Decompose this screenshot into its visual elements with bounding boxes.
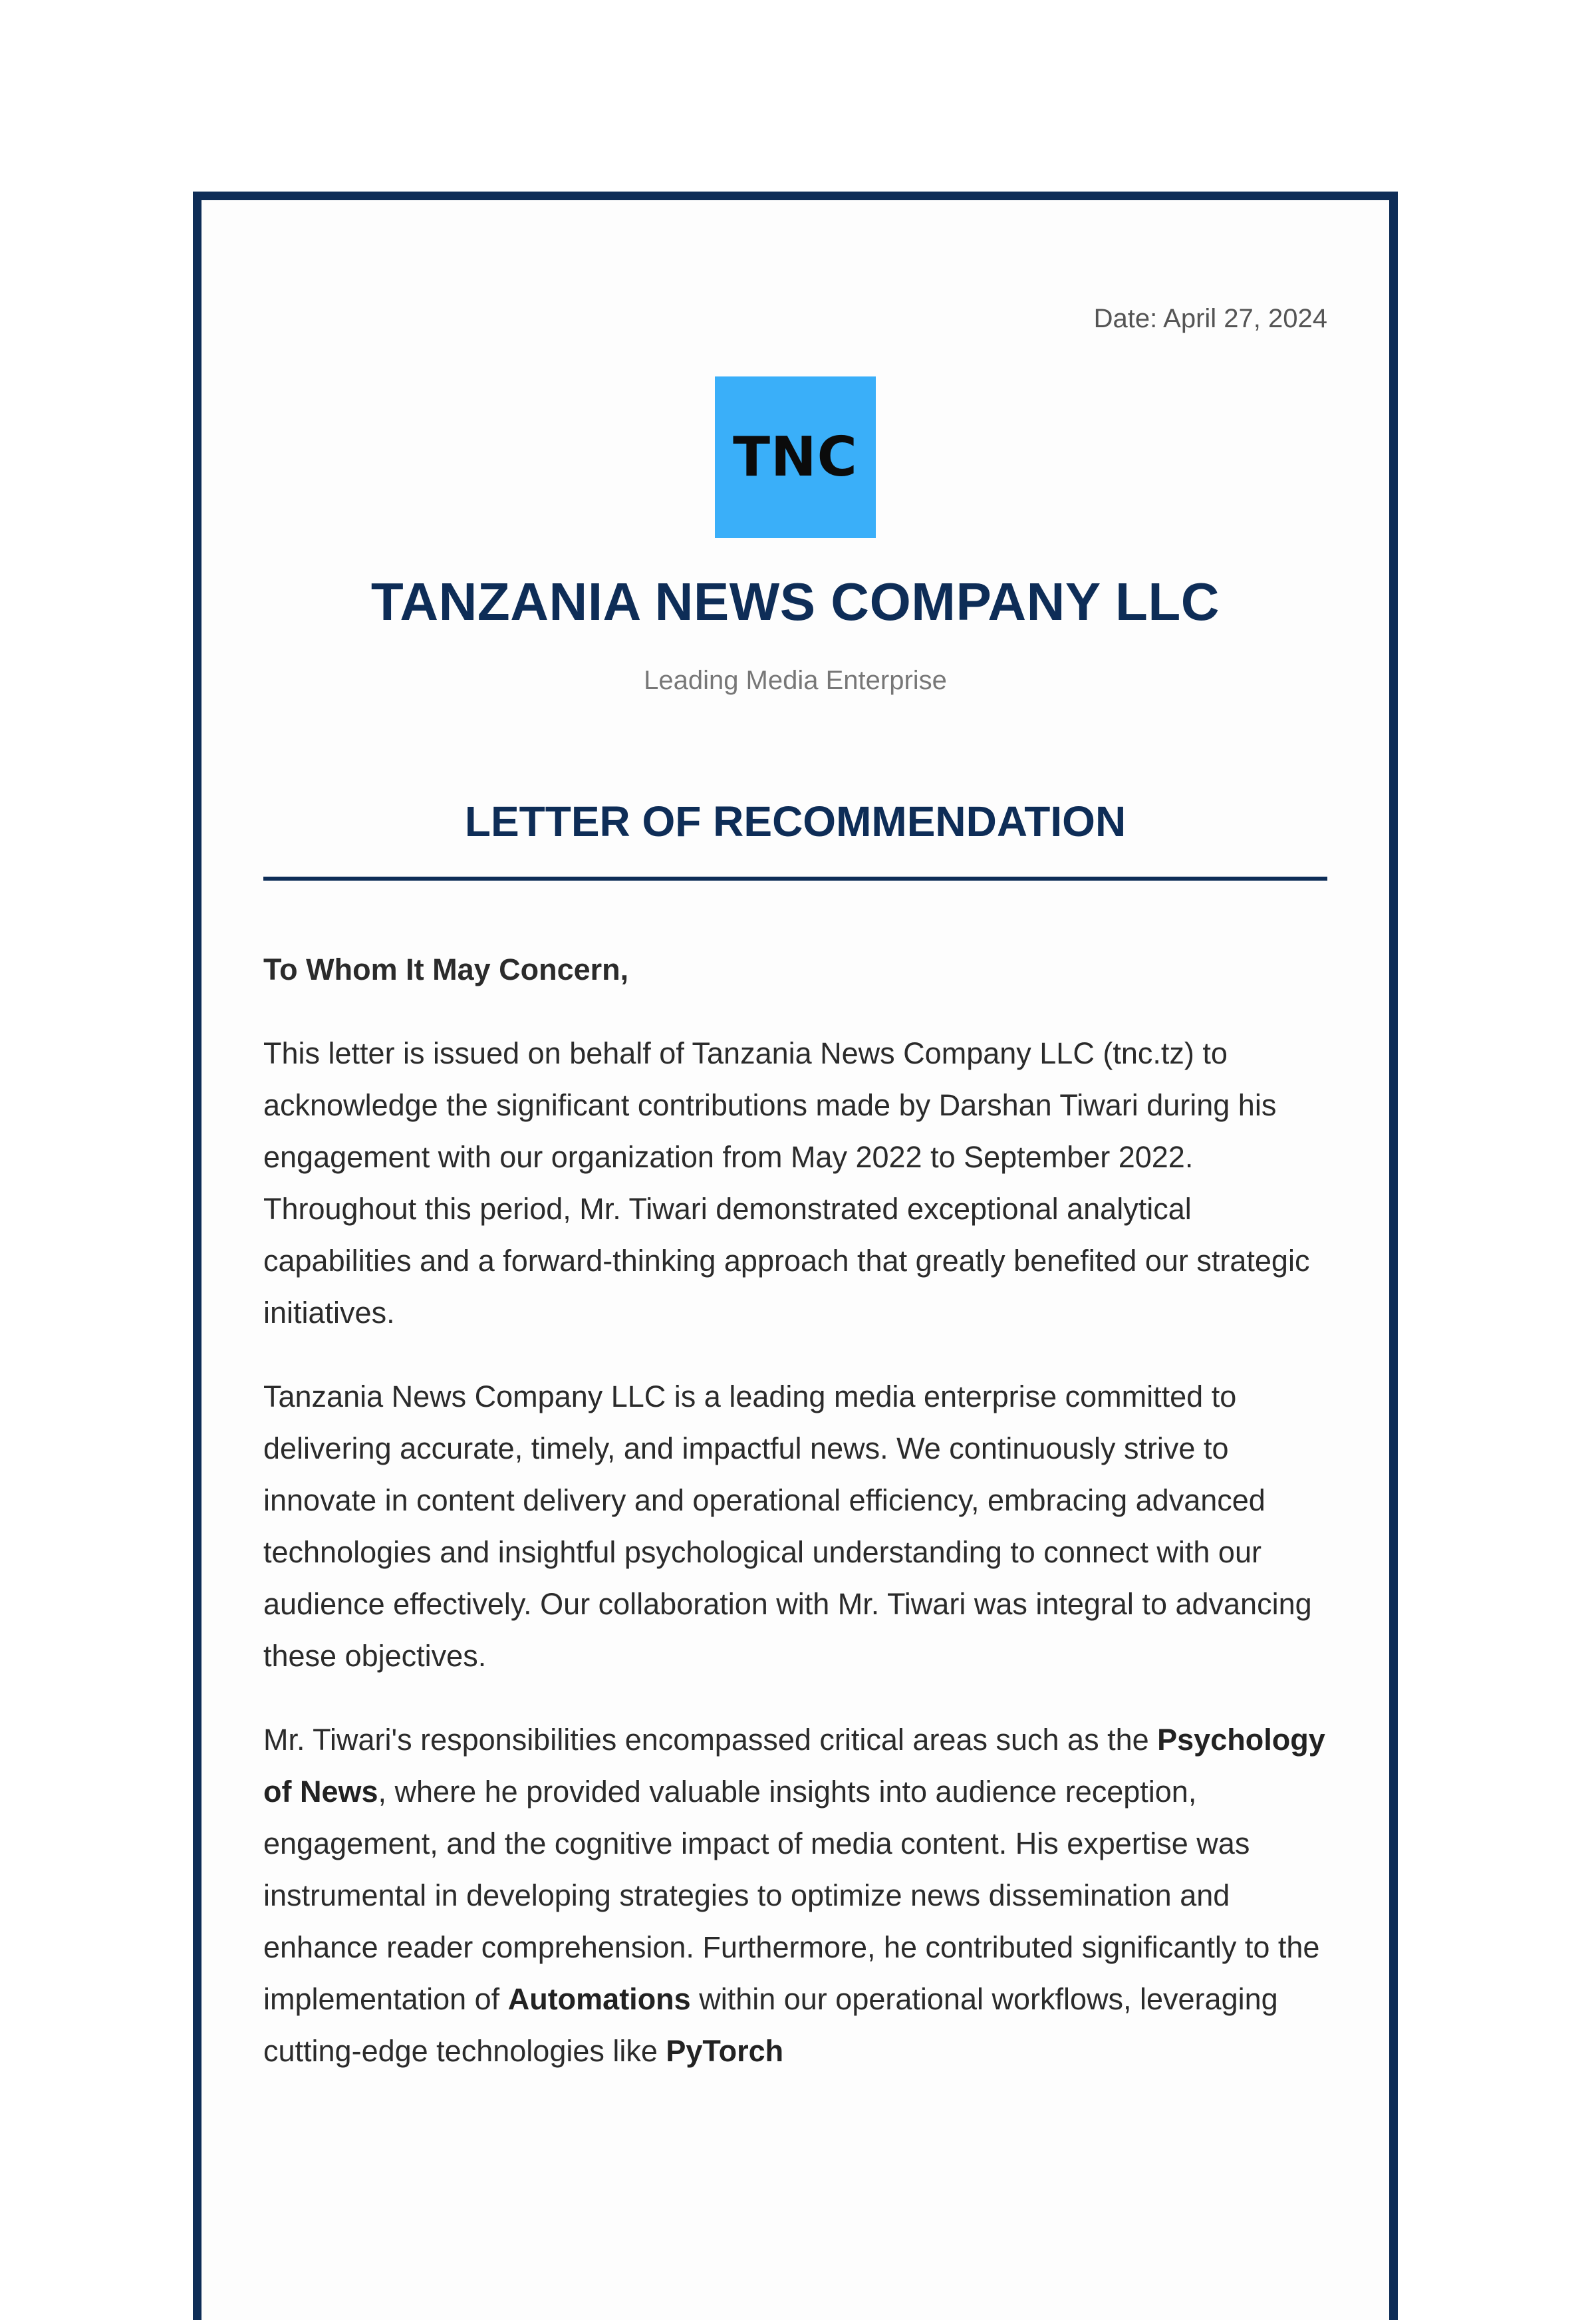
logo-text: TNC [733, 426, 858, 489]
highlight-automations: Automations [507, 1982, 691, 2016]
paragraph-company: Tanzania News Company LLC is a leading media enterprise committed to delivering accurate, timely, and impactful news. We continuously strive to innovate in content delivery and operational efficiency, embracing advanced technologies and insightful psychological understanding to connect with our audience effectively. Our collaboration with Mr. Tiwari was integral to advancing these objectives. [263, 1379, 1312, 1673]
letter-title: LETTER OF RECOMMENDATION [464, 798, 1127, 845]
company-tagline: Leading Media Enterprise [644, 666, 947, 695]
paragraph-text: within our operational workflows, leveraging cutting-edge technologies like [263, 1982, 1278, 2068]
paragraph-text: , where he provided valuable insights into audience reception, engagement, and the cognitive impact of media content. His expertise was instrumental in developing strategies to optimize news dissemination and enhance reader comprehension. Furthermore, he contributed significantly to the implementation of [263, 1775, 1320, 2016]
paragraph-intro: This letter is issued on behalf of Tanzania News Company LLC (tnc.tz) to acknowledge the significant contributions made by Darshan Tiwari during his engagement with our organization from May 2022 to September 2022. Throughout this period, Mr. Tiwari demonstrated exceptional analytical capabilities and a forward-thinking approach that greatly benefited our strategic initiatives. [263, 1036, 1310, 1330]
paragraph-text: Mr. Tiwari's responsibilities encompassed critical areas such as the [263, 1723, 1158, 1757]
salutation: To Whom It May Concern, [263, 952, 629, 986]
company-logo [715, 376, 876, 538]
letter-frame [193, 192, 1398, 2320]
paragraph-responsibilities [263, 1714, 1327, 2077]
highlight-psychology: Psychology of News [263, 1723, 1325, 1809]
title-divider [263, 877, 1327, 881]
letter-body [263, 944, 1327, 2109]
letter-date: Date: April 27, 2024 [1093, 304, 1327, 333]
highlight-pytorch: PyTorch [666, 2034, 784, 2068]
company-name: TANZANIA NEWS COMPANY LLC [370, 572, 1220, 631]
